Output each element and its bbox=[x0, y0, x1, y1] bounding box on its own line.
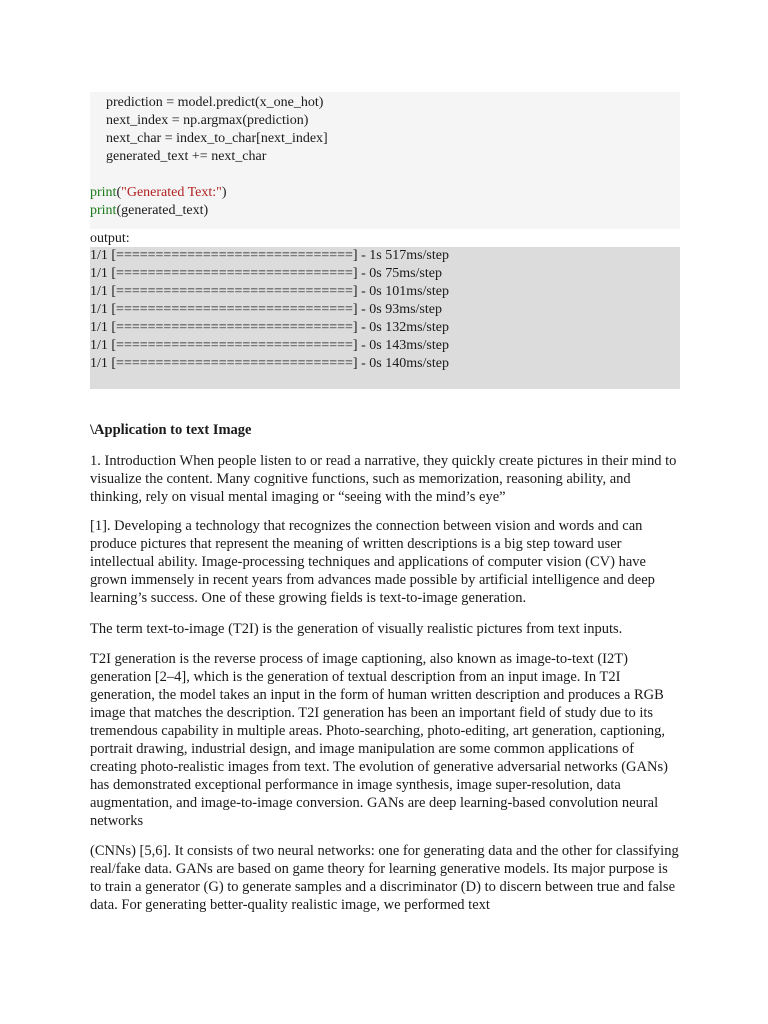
code-line: next_char = index_to_char[next_index] bbox=[106, 131, 328, 146]
output-line: 1/1 [==============================] - 1s 517ms/step bbox=[90, 248, 449, 263]
paragraph-introduction: 1. Introduction When people listen to or read a narrative, they quickly create pictures in their mind to visualize the content. Many cognitive functions, such as memorization, reasoning ability, and thinking, rely on visual mental imaging or “seeing with the mind’s eye” bbox=[90, 453, 677, 505]
code-blank-line bbox=[90, 166, 680, 184]
code-print-line bbox=[90, 202, 680, 220]
output-line: 1/1 [==============================] - 0s 75ms/step bbox=[90, 266, 442, 281]
code-line: next_index = np.argmax(prediction) bbox=[106, 113, 309, 128]
paragraph-cnns: (CNNs) [5,6]. It consists of two neural networks: one for generating data and the other for classifying real/fake data. GANs are based on game theory for learning generative models. Its major purpose is to train a generator (G) to generate samples and a discriminator (D) to discern between true and false data. For generating better-quality realistic image, we performed text bbox=[90, 843, 679, 913]
paragraph-t2i-generation: T2I generation is the reverse process of image captioning, also known as image-to-text (I2T) generation [2–4], which is the generation of textual description from an input image. In T2I generation, the model takes an input in the form of human written description and produces a RGB image that matches the description. T2I generation has been an important field of study due to its tremendous capability in multiple areas. Photo-searching, photo-editing, art generation, captioning, portrait drawing, industrial design, and image manipulation are some common applications of creating photo-realistic images from text. The evolution of generative adversarial networks (GANs) has demonstrated exceptional performance in image synthesis, image super-resolution, data augmentation, and image-to-image conversion. GANs are deep learning-based convolution neural networks bbox=[90, 651, 668, 829]
string-literal: "Generated Text:" bbox=[121, 185, 222, 200]
output-line: 1/1 [==============================] - 0s 93ms/step bbox=[90, 302, 442, 317]
code-line: prediction = model.predict(x_one_hot) bbox=[106, 95, 324, 110]
code-block bbox=[90, 92, 680, 229]
code-line: generated_text += next_char bbox=[106, 149, 267, 164]
output-line: 1/1 [==============================] - 0s 143ms/step bbox=[90, 338, 449, 353]
code-print-line bbox=[90, 184, 680, 202]
paragraph-technology: [1]. Developing a technology that recognizes the connection between vision and words and can produce pictures that represent the meaning of written descriptions is a big step toward user intellectual ability. Image-processing techniques and applications of computer vision (CV) have grown immensely in recent years from advances made possible by artificial intelligence and deep learning’s success. One of these growing fields is text-to-image generation. bbox=[90, 518, 655, 606]
paragraph-t2i-definition: The term text-to-image (T2I) is the generation of visually realistic pictures from text inputs. bbox=[90, 621, 623, 637]
print-keyword: print bbox=[90, 203, 117, 218]
output-label: output: bbox=[90, 231, 130, 246]
section-heading: \Application to text Image bbox=[90, 422, 252, 438]
output-line: 1/1 [==============================] - 0s 132ms/step bbox=[90, 320, 449, 335]
output-line: 1/1 [==============================] - 0s 140ms/step bbox=[90, 356, 449, 371]
print-args: (generated_text) bbox=[116, 203, 209, 218]
paren-close: ) bbox=[221, 185, 227, 200]
paren-open: ( bbox=[116, 185, 122, 200]
output-block bbox=[90, 247, 680, 389]
print-keyword: print bbox=[90, 185, 117, 200]
output-line: 1/1 [==============================] - 0s 101ms/step bbox=[90, 284, 449, 299]
